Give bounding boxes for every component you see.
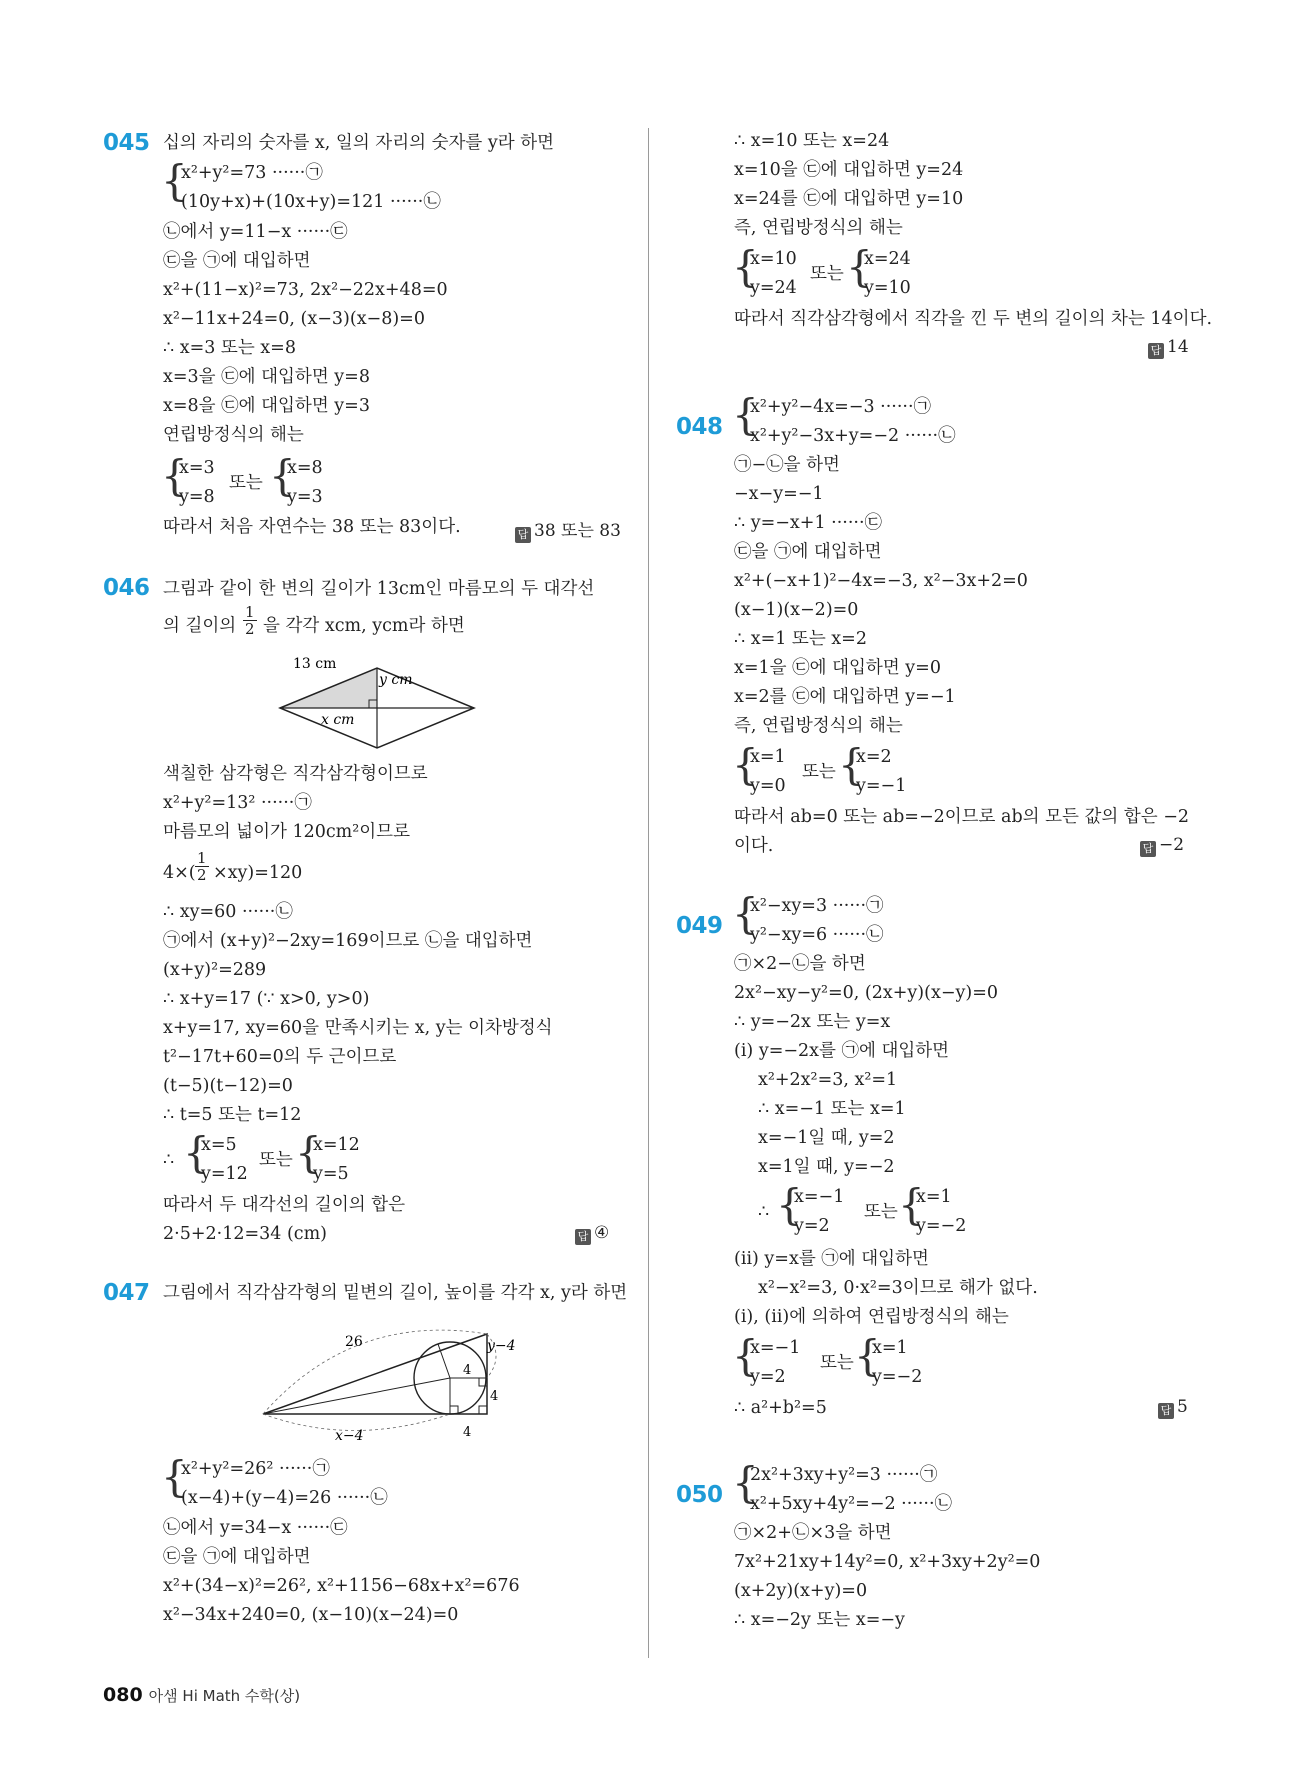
y-label: y cm bbox=[379, 672, 413, 688]
math-line: x=5 bbox=[201, 1135, 237, 1155]
text-line: 또는 bbox=[810, 264, 844, 284]
text-line: (ⅰ), (ⅱ)에 의하여 연립방정식의 해는 bbox=[734, 1307, 1009, 1327]
math-line: ∴ x=1 또는 x=2 bbox=[734, 629, 867, 649]
column-divider bbox=[648, 128, 649, 1658]
brace-icon: { bbox=[161, 156, 188, 205]
text-line: 따라서 ab=0 또는 ab=−2이므로 ab의 모든 값의 합은 −2 bbox=[734, 807, 1190, 827]
text-line: 이다. bbox=[734, 836, 774, 856]
brace-icon: { bbox=[846, 242, 873, 291]
problem-number-048: 048 bbox=[676, 414, 723, 440]
math-line: y=−2 bbox=[916, 1216, 967, 1236]
math-line: 2x²+3xy+y²=3 ······㉠ bbox=[750, 1465, 938, 1485]
brace-icon: { bbox=[295, 1128, 322, 1177]
text-line: 을 각각 xcm, ycm라 하면 bbox=[263, 616, 465, 636]
math-line: y=8 bbox=[179, 487, 215, 507]
math-line: ∴ bbox=[758, 1202, 770, 1222]
rhombus-figure bbox=[275, 656, 485, 750]
math-line: ∴ x=10 또는 x=24 bbox=[734, 131, 890, 151]
math-line: (x−4)+(y−4)=26 ······㉡ bbox=[181, 1488, 388, 1508]
math-line: y=12 bbox=[201, 1164, 248, 1184]
text-line: 마름모의 넓이가 120cm²이므로 bbox=[163, 822, 410, 842]
answer bbox=[1140, 835, 1184, 857]
text-line: 즉, 연립방정식의 해는 bbox=[734, 716, 903, 736]
text-line: 십의 자리의 숫자를 x, 일의 자리의 숫자를 y라 하면 bbox=[163, 133, 555, 153]
hypotenuse bbox=[263, 1334, 487, 1414]
math-line: y=2 bbox=[750, 1367, 786, 1387]
brace-icon: { bbox=[898, 1180, 925, 1229]
math-line: y=5 bbox=[313, 1164, 349, 1184]
book-title: 아샘 Hi Math 수학(상) bbox=[148, 1687, 301, 1705]
answer-value: 5 bbox=[1177, 1397, 1188, 1417]
math-line: x=10을 ㉢에 대입하면 y=24 bbox=[734, 160, 964, 180]
answer-mark-icon: 답 bbox=[515, 527, 531, 543]
answer-mark-icon: 답 bbox=[575, 1229, 591, 1245]
brace-icon: { bbox=[838, 740, 865, 789]
math-line: (x−1)(x−2)=0 bbox=[734, 600, 859, 620]
text-line: 또는 bbox=[802, 762, 836, 782]
math-line: x²+y²=26² ······㉠ bbox=[181, 1459, 330, 1479]
text-line: ㉢을 ㉠에 대입하면 bbox=[163, 251, 311, 271]
math-line: ∴ x=−2y 또는 x=−y bbox=[734, 1610, 905, 1630]
text-line: 또는 bbox=[864, 1202, 898, 1222]
math-line: x=−1 bbox=[794, 1187, 845, 1207]
fraction-half bbox=[195, 850, 209, 883]
math-line: x=24를 ㉢에 대입하면 y=10 bbox=[734, 189, 964, 209]
math-line: ∴ y=−2x 또는 y=x bbox=[734, 1012, 891, 1032]
answer bbox=[1148, 337, 1189, 359]
math-line: (10y+x)+(10x+y)=121 ······㉡ bbox=[181, 192, 441, 212]
text-line: 의 길이의 bbox=[163, 616, 237, 636]
math-line: x²+y²=13² ······㉠ bbox=[163, 793, 312, 813]
triangle-incircle-figure bbox=[253, 1322, 516, 1444]
brace-icon: { bbox=[732, 242, 759, 291]
math-line: ∴ bbox=[163, 1150, 175, 1170]
math-line: ∴ x+y=17 (∵ x>0, y>0) bbox=[163, 989, 370, 1009]
math-line: ∴ y=−x+1 ······㉢ bbox=[734, 513, 883, 533]
math-line: y=10 bbox=[864, 278, 911, 298]
text-line: 색칠한 삼각형은 직각삼각형이므로 bbox=[163, 764, 428, 784]
math-line: −x−y=−1 bbox=[734, 484, 824, 504]
text-line: ㉢을 ㉠에 대입하면 bbox=[734, 542, 882, 562]
text-line: 연립방정식의 해는 bbox=[163, 425, 304, 445]
math-line: x=3을 ㉢에 대입하면 y=8 bbox=[163, 367, 370, 387]
text-line: 그림에서 직각삼각형의 밑변의 길이, 높이를 각각 x, y라 하면 bbox=[163, 1283, 628, 1303]
math-line: ∴ t=5 또는 t=12 bbox=[163, 1105, 302, 1125]
math-line: x=1일 때, y=−2 bbox=[758, 1157, 895, 1177]
math-line: (x+2y)(x+y)=0 bbox=[734, 1581, 868, 1601]
math-line: x²−11x+24=0, (x−3)(x−8)=0 bbox=[163, 309, 425, 329]
radius-label: 4 bbox=[463, 1363, 472, 1378]
math-line: x²+(−x+1)²−4x=−3, x²−3x+2=0 bbox=[734, 571, 1028, 591]
math-line: (t−5)(t−12)=0 bbox=[163, 1076, 293, 1096]
text-line: 또는 bbox=[229, 473, 263, 493]
text-line: (ⅱ) y=x를 ㉠에 대입하면 bbox=[734, 1249, 929, 1269]
brace-icon: { bbox=[732, 1331, 759, 1380]
text-line: ㉠×2−㉡을 하면 bbox=[734, 954, 866, 974]
text-line: ㉠×2+㉡×3을 하면 bbox=[734, 1523, 892, 1543]
answer-mark-icon: 답 bbox=[1140, 841, 1156, 857]
math-line: y=24 bbox=[750, 278, 797, 298]
text-line: 즉, 연립방정식의 해는 bbox=[734, 218, 903, 238]
brace-icon: { bbox=[854, 1331, 881, 1380]
right-angle-mark bbox=[479, 1406, 487, 1414]
brace-icon: { bbox=[183, 1128, 210, 1177]
brace-icon: { bbox=[269, 451, 296, 500]
fraction-denominator: 2 bbox=[245, 620, 255, 638]
math-line: x=2를 ㉢에 대입하면 y=−1 bbox=[734, 687, 956, 707]
math-line: ∴ x=−1 또는 x=1 bbox=[758, 1099, 906, 1119]
math-line: x=8을 ㉢에 대입하면 y=3 bbox=[163, 396, 370, 416]
text-line: 따라서 두 대각선의 길이의 합은 bbox=[163, 1195, 406, 1215]
answer-value: 14 bbox=[1167, 337, 1189, 357]
math-line: ∴ xy=60 ······㉡ bbox=[163, 902, 293, 922]
math-line: 4×( bbox=[163, 863, 196, 883]
text-line: 그림과 같이 한 변의 길이가 13cm인 마름모의 두 대각선 bbox=[163, 579, 595, 599]
math-line: ∴ x=3 또는 x=8 bbox=[163, 338, 296, 358]
math-line: x=2 bbox=[856, 747, 892, 767]
math-line: x+y=17, xy=60을 만족시키는 x, y는 이차방정식 bbox=[163, 1018, 553, 1038]
math-line: x²+(11−x)²=73, 2x²−22x+48=0 bbox=[163, 280, 448, 300]
center-line bbox=[263, 1378, 450, 1414]
math-line: ㉡에서 y=34−x ······㉢ bbox=[163, 1518, 348, 1538]
math-line: x²−xy=3 ······㉠ bbox=[750, 896, 884, 916]
brace-icon: { bbox=[732, 889, 759, 938]
math-line: y=3 bbox=[287, 487, 323, 507]
math-line: x²+y²−3x+y=−2 ······㉡ bbox=[750, 426, 956, 446]
radius-label: 4 bbox=[490, 1389, 499, 1404]
answer bbox=[1158, 1397, 1188, 1419]
math-line: x²+5xy+4y²=−2 ······㉡ bbox=[750, 1494, 953, 1514]
text-line: 따라서 직각삼각형에서 직각을 낀 두 변의 길이의 차는 14이다. bbox=[734, 309, 1213, 329]
answer bbox=[515, 516, 621, 543]
math-line: x²+y²=73 ······㉠ bbox=[181, 163, 323, 183]
math-line: x=1 bbox=[872, 1338, 908, 1358]
math-line: 2·5+2·12=34 (cm) bbox=[163, 1224, 328, 1244]
brace-icon: { bbox=[732, 740, 759, 789]
math-line: (x+y)²=289 bbox=[163, 960, 267, 980]
brace-icon: { bbox=[161, 451, 188, 500]
brace-icon: { bbox=[776, 1180, 803, 1229]
fraction-half bbox=[243, 604, 257, 637]
math-line: y=2 bbox=[794, 1216, 830, 1236]
answer bbox=[575, 1223, 609, 1245]
brace-icon: { bbox=[732, 390, 759, 439]
math-line: 2x²−xy−y²=0, (2x+y)(x−y)=0 bbox=[734, 983, 999, 1003]
brace-icon: { bbox=[161, 1452, 188, 1501]
answer-mark-icon: 답 bbox=[1158, 1403, 1174, 1419]
math-line: x=1 bbox=[916, 1187, 952, 1207]
answer-value: −2 bbox=[1159, 835, 1185, 855]
math-line: x=3 bbox=[179, 458, 215, 478]
page-footer bbox=[103, 1684, 300, 1706]
math-line: x=24 bbox=[864, 249, 911, 269]
side-label: 13 cm bbox=[293, 656, 337, 672]
problem-number-047: 047 bbox=[103, 1280, 150, 1306]
radius-label: 4 bbox=[463, 1425, 472, 1440]
math-line: x²+2x²=3, x²=1 bbox=[758, 1070, 898, 1090]
math-line: t²−17t+60=0의 두 근이므로 bbox=[163, 1047, 397, 1067]
text-line: 따라서 처음 자연수는 38 또는 83이다. bbox=[163, 517, 461, 537]
problem-number-045: 045 bbox=[103, 130, 150, 156]
math-line: ㉡에서 y=11−x ······㉢ bbox=[163, 222, 348, 242]
math-line: x=1 bbox=[750, 747, 786, 767]
ym4-label: y−4 bbox=[487, 1338, 516, 1354]
math-line: x=1을 ㉢에 대입하면 y=0 bbox=[734, 658, 941, 678]
math-line: ㉠에서 (x+y)²−2xy=169이므로 ㉡을 대입하면 bbox=[163, 931, 533, 951]
page-number: 080 bbox=[103, 1684, 143, 1706]
fraction-numerator: 1 bbox=[197, 849, 207, 867]
text-line: ㉢을 ㉠에 대입하면 bbox=[163, 1547, 311, 1567]
math-line: x=12 bbox=[313, 1135, 360, 1155]
problem-number-046: 046 bbox=[103, 575, 150, 601]
text-line: (ⅰ) y=−2x를 ㉠에 대입하면 bbox=[734, 1041, 950, 1061]
math-line: x²−34x+240=0, (x−10)(x−24)=0 bbox=[163, 1605, 459, 1625]
math-line: ×xy)=120 bbox=[213, 863, 303, 883]
answer-value: ④ bbox=[594, 1223, 610, 1243]
text-line: 또는 bbox=[259, 1150, 293, 1170]
brace-icon: { bbox=[732, 1458, 759, 1507]
hyp-label: 26 bbox=[345, 1334, 363, 1350]
fraction-denominator: 2 bbox=[197, 866, 207, 884]
answer-mark-icon: 답 bbox=[1148, 343, 1164, 359]
math-line: y²−xy=6 ······㉡ bbox=[750, 925, 884, 945]
problem-number-049: 049 bbox=[676, 913, 723, 939]
math-line: x=−1 bbox=[750, 1338, 801, 1358]
math-line: 7x²+21xy+14y²=0, x²+3xy+2y²=0 bbox=[734, 1552, 1041, 1572]
math-line: x=−1일 때, y=2 bbox=[758, 1128, 895, 1148]
math-line: ∴ a²+b²=5 bbox=[734, 1398, 827, 1418]
math-line: y=−1 bbox=[856, 776, 907, 796]
math-line: y=−2 bbox=[872, 1367, 923, 1387]
xm4-label: x−4 bbox=[335, 1428, 364, 1444]
math-line: x²+y²−4x=−3 ······㉠ bbox=[750, 397, 932, 417]
answer-value: 38 또는 83 bbox=[534, 521, 621, 541]
math-line: y=0 bbox=[750, 776, 786, 796]
math-line: x=8 bbox=[287, 458, 323, 478]
x-label: x cm bbox=[321, 712, 355, 728]
text-line: ㉠−㉡을 하면 bbox=[734, 455, 840, 475]
math-line: x=10 bbox=[750, 249, 797, 269]
math-line: x²+(34−x)²=26², x²+1156−68x+x²=676 bbox=[163, 1576, 520, 1596]
math-line: x²−x²=3, 0·x²=3이므로 해가 없다. bbox=[758, 1278, 1038, 1298]
fraction-numerator: 1 bbox=[245, 603, 255, 621]
problem-number-050: 050 bbox=[676, 1482, 723, 1508]
text-line: 또는 bbox=[820, 1353, 854, 1373]
